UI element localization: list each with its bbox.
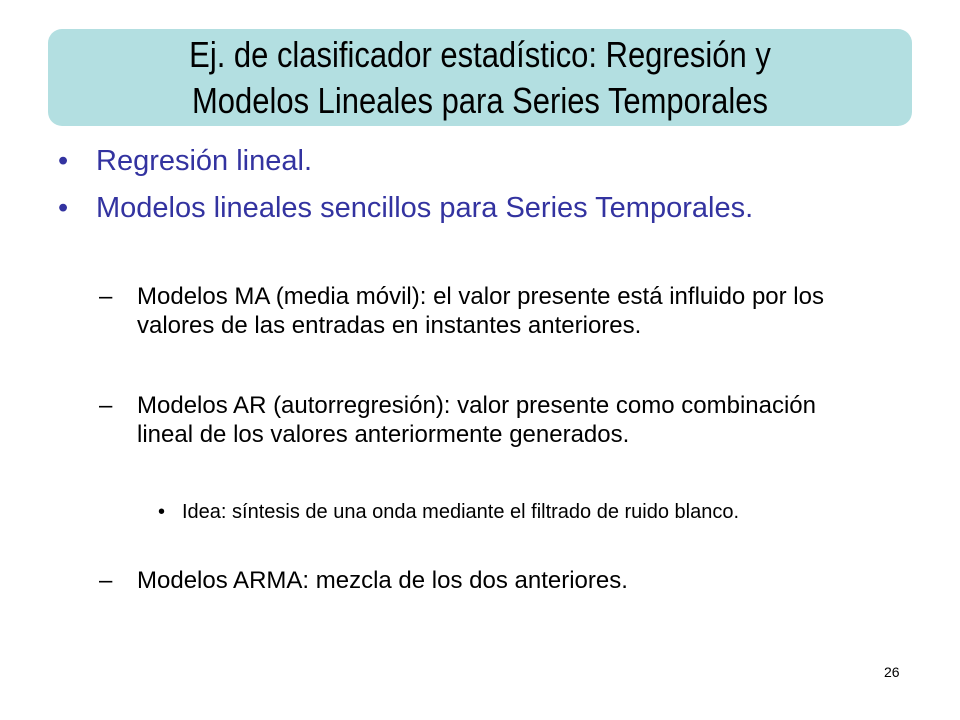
subsubbullet-text: Idea: síntesis de una onda mediante el filtrado de ruido blanco. <box>182 501 740 523</box>
bullet-marker: • <box>58 145 69 177</box>
subbullet-text: Modelos ARMA: mezcla de los dos anteriores. <box>137 567 628 594</box>
subbullet-text: Modelos MA (media móvil): el valor presente está influido por los valores de las entradas en instantes anteriores. <box>137 283 824 339</box>
title-line-2: Modelos Lineales para Series Temporales <box>192 79 768 121</box>
subbullet-text: Modelos AR (autorregresión): valor presente como combinación lineal de los valores anteriormente generados. <box>137 392 816 448</box>
bullet-item-1 <box>58 145 876 178</box>
title-line-1: Ej. de clasificador estadístico: Regresión y <box>189 33 771 75</box>
bullet-item-2 <box>58 192 876 225</box>
subbullet-item-3 <box>99 566 877 595</box>
subbullet-item-1 <box>99 282 877 340</box>
bullet-marker: • <box>58 192 69 224</box>
dot-marker: • <box>158 501 166 523</box>
dash-marker: – <box>99 567 113 594</box>
page-number: 26 <box>884 664 900 680</box>
subbullet-item-2 <box>99 391 877 449</box>
dash-marker: – <box>99 392 113 419</box>
subsubbullet-item <box>158 500 862 524</box>
dash-marker: – <box>99 283 113 310</box>
bullet-text: Modelos lineales sencillos para Series Temporales. <box>96 192 754 224</box>
bullet-text: Regresión lineal. <box>96 145 313 177</box>
